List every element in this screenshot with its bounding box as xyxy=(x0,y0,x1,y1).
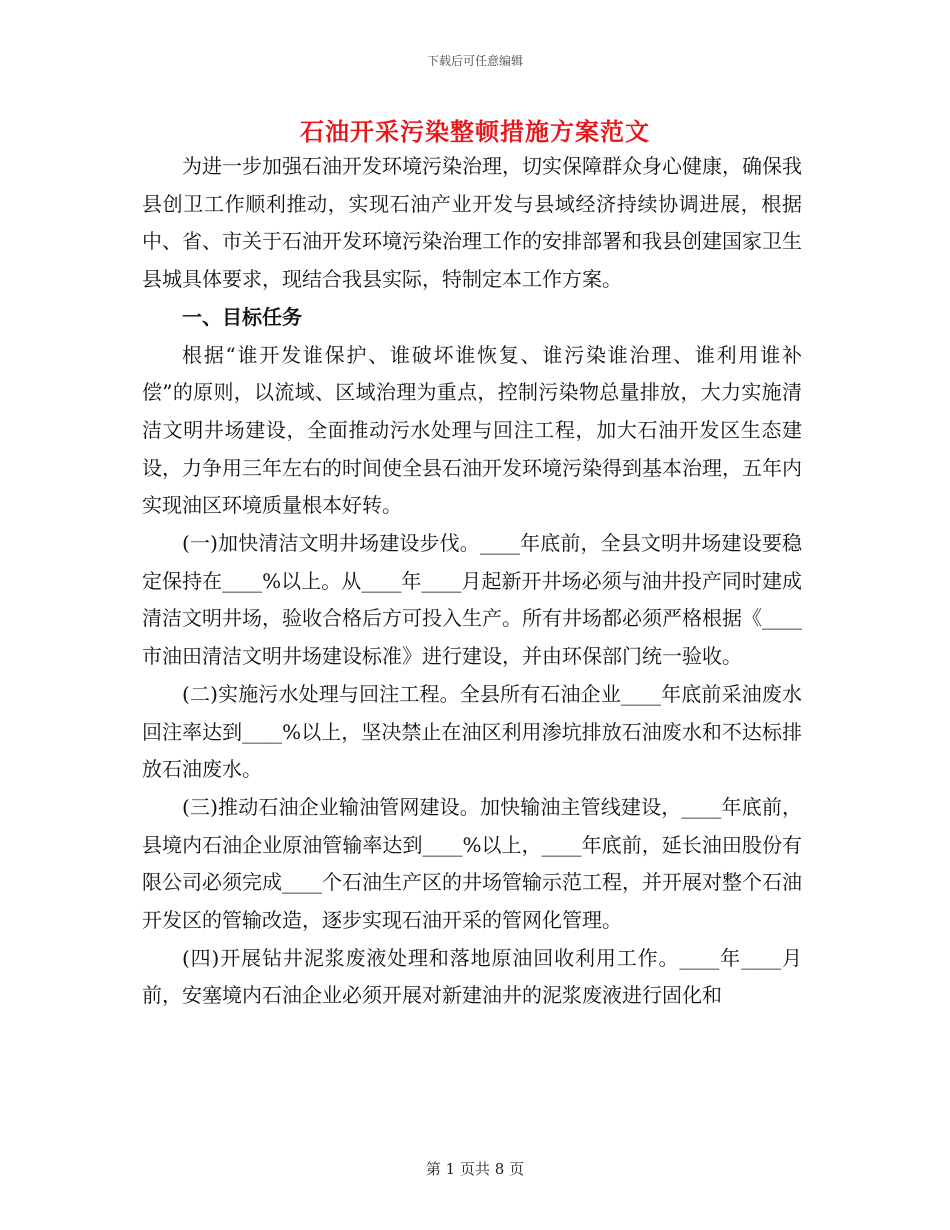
item-2-paragraph: (二)实施污水处理与回注工程。全县所有石油企业____年底前采油废水回注率达到____%以上，坚决禁止在油区利用渗坑排放石油废水和不达标排放石油废水。 xyxy=(142,681,802,782)
section-heading-goals: 一、目标任务 xyxy=(182,304,302,329)
item-1-paragraph: (一)加快清洁文明井场建设步伐。____年底前，全县文明井场建设要稳定保持在____%以上。从____年____月起新开井场必须与油井投产同时建成清洁文明井场，验收合格后方可投入生产。所有井场都必须严格根据《____市油田清洁文明井场建设标准》进行建设，并由环保部门统一验收。 xyxy=(142,531,802,669)
item-4-paragraph: (四)开展钻井泥浆废液处理和落地原油回收利用工作。____年____月前，安塞境内石油企业必须开展对新建油井的泥浆废液进行固化和 xyxy=(142,945,802,1008)
document-title: 石油开采污染整顿措施方案范文 xyxy=(300,117,650,146)
page-header: 下载后可任意编辑 xyxy=(426,54,523,68)
goals-paragraph: 根据“谁开发谁保护、谁破坏谁恢复、谁污染谁治理、谁利用谁补偿”的原则，以流域、区域治理为重点，控制污染物总量排放，大力实施清洁文明井场建设，全面推动污水处理与回注工程，加大石油开发区生态建设，力争用三年左右的时间使全县石油开发环境污染得到基本治理，五年内实现油区环境质量根本好转。 xyxy=(142,342,802,518)
page-footer: 第 1 页共 8 页 xyxy=(425,1160,525,1178)
item-3-paragraph: (三)推动石油企业输油管网建设。加快输油主管线建设，____年底前，县境内石油企业原油管输率达到____%以上，____年底前，延长油田股份有限公司必须完成____个石油生产区的井场管输示范工程，并开展对整个石油开发区的管输改造，逐步实现石油开采的管网化管理。 xyxy=(142,794,802,933)
intro-paragraph: 为进一步加强石油开发环境污染治理，切实保障群众身心健康，确保我县创卫工作顺利推动，实现石油产业开发与县域经济持续协调进展，根据中、省、市关于石油开发环境污染治理工作的安排部署和我县创建国家卫生县城具体要求，现结合我县实际，特制定本工作方案。 xyxy=(142,154,802,292)
document-body xyxy=(142,148,802,1015)
